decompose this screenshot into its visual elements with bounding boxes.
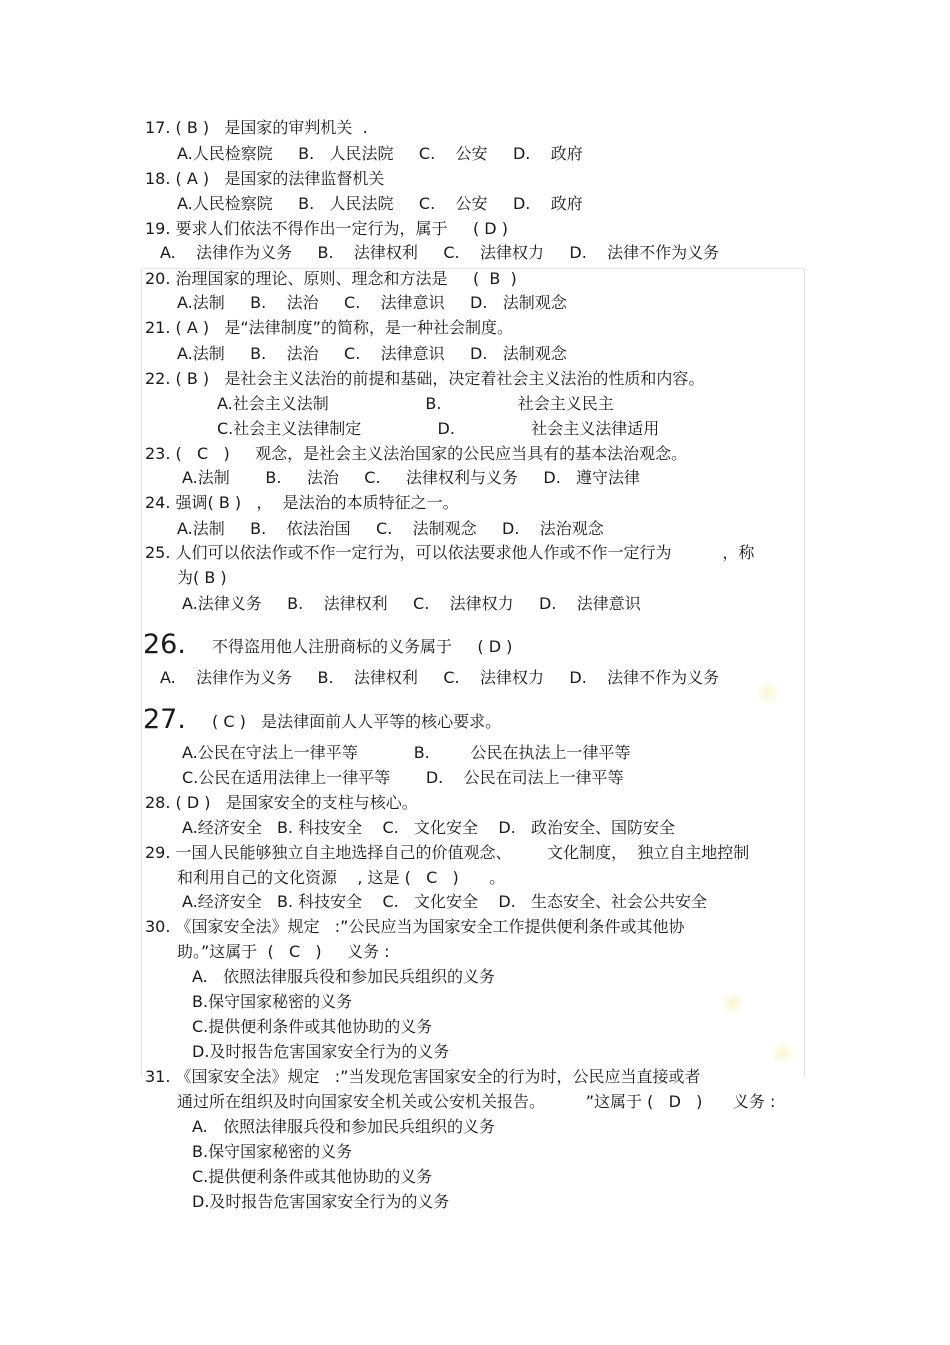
- options-22-ab: A.社会主义法制 B. 社会主义民主: [217, 394, 614, 413]
- options-27-cd: C.公民在适用法律上一律平等 D. 公民在司法上一律平等: [182, 768, 624, 787]
- question-23: 23. ( C ) 观念，是社会主义法治国家的公民应当具有的基本法治观念。: [145, 444, 688, 463]
- question-27: ( C ) 是法律面前人人平等的核心要求。: [212, 712, 502, 731]
- question-22: 22. ( B ) 是社会主义法治的前提和基础，决定着社会主义法治的性质和内容。: [145, 369, 705, 388]
- option-31-a: A. 依照法律服兵役和参加民兵组织的义务: [192, 1117, 496, 1136]
- options-27-ab: A.公民在守法上一律平等 B. 公民在执法上一律平等: [182, 743, 631, 762]
- question-31: 31. 《国家安全法》规定 :”当发现危害国家安全的行为时，公民应当直接或者: [145, 1067, 701, 1086]
- option-31-b: B.保守国家秘密的义务: [192, 1142, 353, 1161]
- question-18: 18. ( A ) 是国家的法律监督机关: [145, 169, 385, 188]
- options-17: A.人民检察院 B. 人民法院 C. 公安 D. 政府: [177, 144, 583, 163]
- question-31-cont: 通过所在组织及时向国家安全机关或公安机关报告。 ”这属于 ( D ) 义务 :: [177, 1092, 776, 1111]
- option-30-b: B.保守国家秘密的义务: [192, 992, 353, 1011]
- question-17: 17. ( B ) 是国家的审判机关 .: [145, 118, 368, 137]
- options-26: A. 法律作为义务 B. 法律权利 C. 法律权力 D. 法律不作为义务: [160, 668, 720, 687]
- question-26-number: 26.: [143, 629, 186, 660]
- option-31-c: C.提供便利条件或其他协助的义务: [192, 1167, 433, 1186]
- question-26: 不得盗用他人注册商标的义务属于 ( D ): [212, 637, 513, 656]
- option-30-a: A. 依照法律服兵役和参加民兵组织的义务: [192, 967, 496, 986]
- watermark-dot: [720, 990, 746, 1016]
- watermark-dot: [770, 1040, 796, 1066]
- question-20: 20. 治理国家的理论、原则、理念和方法是 ( B ): [145, 269, 517, 288]
- question-29-cont: 和利用自己的文化资源 , 这是 ( C ) 。: [177, 868, 506, 887]
- question-25: 25. 人们可以依法作或不作一定行为，可以依法要求他人作或不作一定行为 ，称: [145, 543, 755, 562]
- question-19: 19. 要求人们依法不得作出一定行为，属于 ( D ): [145, 219, 508, 238]
- option-30-c: C.提供便利条件或其他协助的义务: [192, 1017, 433, 1036]
- options-21: A.法制 B. 法治 C. 法律意识 D. 法制观念: [177, 344, 567, 363]
- watermark-dot: [755, 680, 781, 706]
- question-21: 21. ( A ) 是“法律制度”的简称，是一种社会制度。: [145, 318, 513, 337]
- options-20: A.法制 B. 法治 C. 法律意识 D. 法制观念: [177, 293, 567, 312]
- option-30-d: D.及时报告危害国家安全行为的义务: [192, 1042, 450, 1061]
- options-24: A.法制 B. 依法治国 C. 法制观念 D. 法治观念: [177, 519, 604, 538]
- question-29: 29. 一国人民能够独立自主地选择自己的价值观念、 文化制度， 独立自主地控制: [145, 843, 750, 862]
- options-28: A.经济安全 B. 科技安全 C. 文化安全 D. 政治安全、国防安全: [182, 818, 676, 837]
- question-24: 24. 强调( B ) ， 是法治的本质特征之一。: [145, 493, 459, 512]
- question-28: 28. ( D ) 是国家安全的支柱与核心。: [145, 793, 418, 812]
- option-31-d: D.及时报告危害国家安全行为的义务: [192, 1192, 450, 1211]
- options-29: A.经济安全 B. 科技安全 C. 文化安全 D. 生态安全、社会公共安全: [182, 892, 708, 911]
- options-22-cd: C.社会主义法律制定 D. 社会主义法律适用: [217, 419, 660, 438]
- options-23: A.法制 B. 法治 C. 法律权利与义务 D. 遵守法律: [182, 468, 641, 487]
- options-19: A. 法律作为义务 B. 法律权利 C. 法律权力 D. 法律不作为义务: [160, 243, 720, 262]
- question-30: 30. 《国家安全法》规定 :”公民应当为国家安全工作提供便利条件或其他协: [145, 917, 685, 936]
- question-30-cont: 助。”这属于 ( C ) 义务 :: [177, 942, 390, 961]
- options-18: A.人民检察院 B. 人民法院 C. 公安 D. 政府: [177, 194, 583, 213]
- question-25-cont: 为( B ): [177, 568, 227, 587]
- question-27-number: 27.: [143, 704, 186, 735]
- options-25: A.法律义务 B. 法律权利 C. 法律权力 D. 法律意识: [182, 594, 641, 613]
